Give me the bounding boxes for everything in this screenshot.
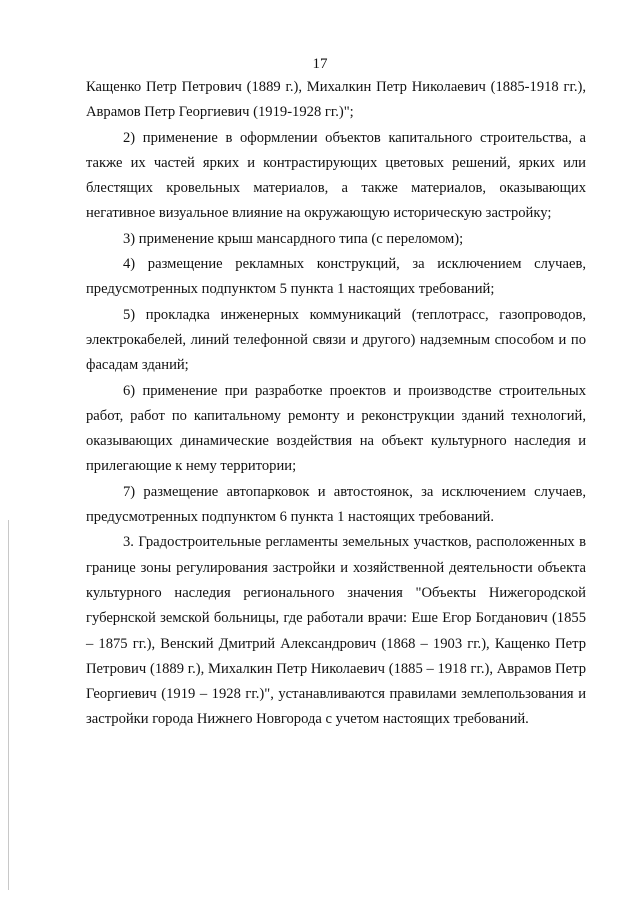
body-text [86, 75, 586, 733]
paragraph-item-5: 5) прокладка инженерных коммуникаций (теплотрасс, газопроводов, электрокабелей, линий телефонной связи и другого) надземным способом и по фасадам зданий; [86, 306, 586, 374]
paragraph-item-4: 4) размещение рекламных конструкций, за исключением случаев, предусмотренных подпунктом 5 пункта 1 настоящих требований; [86, 256, 586, 298]
paragraph-item-2: 2) применение в оформлении объектов капитального строительства, а также их частей ярких и контрастирующих цветовых решений, ярких или блестящих кровельных материалов, а также материалов, оказывающих негативное визуальное влияние на окружающую историческую застройку; [86, 129, 586, 222]
paragraph-section-3: 3. Градостроительные регламенты земельных участков, расположенных в границе зоны регулирования застройки и хозяйственной деятельности объекта культурного наследия регионального значения "Объекты Нижегородской губернской земской больницы, где работали врачи: Еше Егор Богданович (1855 – 1875 гг.), Венский Дмитрий Александрович (1868 – 1903 гг.), Кащенко Петр Петрович (1889 г.), Михалкин Петр Николаевич (1885 – 1918 гг.), Аврамов Петр Георгиевич (1919 – 1928 гг.)", устанавливаются правилами землепользования и застройки города Нижнего Новгорода с учетом настоящих требований. [86, 534, 586, 728]
paragraph-item-6: 6) применение при разработке проектов и производстве строительных работ, работ по капитальному ремонту и реконструкции зданий технологий, оказывающих динамические воздействия на объект культурного наследия и прилегающие к нему территории; [86, 382, 586, 475]
paragraph-item-3: 3) применение крыш мансардного типа (с переломом); [123, 230, 464, 247]
paragraph-continuation: Кащенко Петр Петрович (1889 г.), Михалкин Петр Николаевич (1885-1918 гг.), Аврамов Петр Георгиевич (1919-1928 гг.)"; [86, 79, 586, 121]
paragraph-item-7: 7) размещение автопарковок и автостоянок, за исключением случаев, предусмотренных подпунктом 6 пункта 1 настоящих требований. [86, 483, 586, 526]
page-number: 17 [312, 56, 328, 72]
scan-edge-line [8, 520, 9, 890]
